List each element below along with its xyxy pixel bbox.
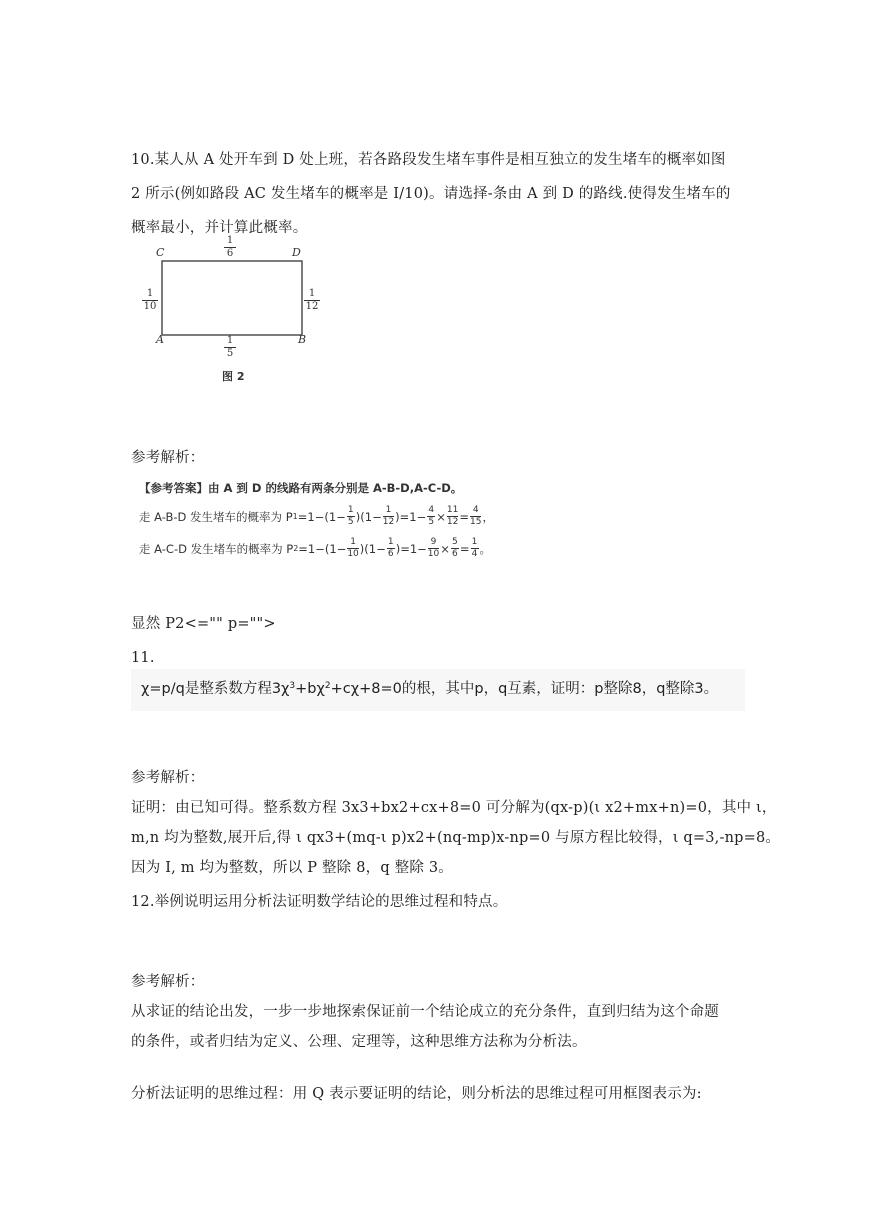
answer-line-2-text: 走 A-B-D 发生堵车的概率为 P — [139, 509, 293, 524]
eq-part-a: χ=p/q是整系数方程3χ — [141, 681, 290, 697]
segment-bd-probability — [302, 289, 322, 312]
answer-line-3-text: 走 A-C-D 发生堵车的概率为 P — [139, 541, 294, 556]
answer-line-2: 走 A-B-D 发生堵车的概率为 P 1 =1−(1− 1 5 )(1− 1 12 )=1− 4 5 × 11 12 = 4 15 ， — [139, 505, 494, 527]
p2-subscript: 2 — [293, 544, 299, 553]
ab-numerator: 1 — [226, 335, 234, 346]
segment-cd-probability — [222, 236, 238, 259]
segment-ab-probability — [222, 336, 238, 359]
q10-conclusion: 显然 P2<="" p=""> — [131, 616, 276, 632]
cd-denominator: 6 — [226, 248, 234, 259]
vertex-b-label: B — [298, 333, 307, 346]
q11-solution-line-2: m,n 均为整数,展开后,得 ι qx3+(mq-ι p)x2+(nq-mp)x-np=0 与原方程比较得，ι q=3,-np=8。 — [131, 830, 781, 846]
eq-part-c: +cχ+8=0的根，其中p，q互素，证明：p整除8，q整除3。 — [330, 681, 719, 697]
vertex-c-label: C — [156, 246, 165, 259]
eq-part-b: +bχ — [295, 681, 325, 697]
bd-denominator: 12 — [305, 301, 319, 312]
p1-subscript: 1 — [292, 512, 298, 521]
q12-title: 12.举例说明运用分析法证明数学结论的思维过程和特点。 — [131, 894, 508, 910]
q11-reference-label: 参考解析： — [131, 770, 205, 786]
q11-solution-line-3: 因为 I, m 均为整数，所以 P 整除 8，q 整除 3。 — [131, 860, 453, 876]
ac-numerator: 1 — [146, 288, 154, 299]
q10-line-2: 2 所示(例如路段 AC 发生堵车的概率是 I/10)。请选择-条由 A 到 D 的路线.使得发生堵车的 — [131, 186, 731, 202]
q12-reference-label: 参考解析： — [131, 974, 205, 990]
vertex-d-label: D — [292, 246, 301, 259]
q12-paragraph-1: 从求证的结论出发，一步一步地探索保证前一个结论成立的充分条件，直到归结为这个命题 — [131, 1004, 719, 1020]
segment-ac-probability — [140, 289, 160, 312]
q10-line-3: 概率最小，并计算此概率。 — [131, 220, 308, 236]
q11-equation-block — [131, 669, 745, 711]
answer-line-3: 走 A-C-D 发生堵车的概率为 P 2 =1−(1− 1 10 )(1− 1 6 )=1− 9 10 × 5 6 = 1 4 。 — [139, 537, 492, 559]
answer-line-1-text: 【参考答案】由 A 到 D 的线路有两条分别是 A-B-D,A-C-D。 — [139, 481, 463, 495]
q11-solution-line-1: 证明：由已知可得。整系数方程 3x3+bx2+cx+8=0 可分解为(qx-p)(ι x2+mx+n)=0，其中 ι， — [131, 800, 777, 816]
q10-answer-block — [135, 480, 555, 570]
ab-denominator: 5 — [226, 348, 234, 359]
q10-line-1: 10.某人从 A 处开车到 D 处上班，若各路段发生堵车事件是相互独立的发生堵车的概率如图 — [131, 152, 726, 168]
q12-paragraph-3: 分析法证明的思维过程：用 Q 表示要证明的结论，则分析法的思维过程可用框图表示为: — [131, 1086, 702, 1102]
eq-sup-1: 3 — [289, 681, 296, 691]
cd-numerator: 1 — [226, 235, 234, 246]
bd-numerator: 1 — [308, 288, 316, 299]
answer-line-1 — [139, 480, 462, 496]
road-network-figure — [130, 236, 330, 386]
ac-denominator: 10 — [143, 301, 157, 312]
figure-caption: 图 2 — [222, 370, 245, 383]
eq-sup-2: 2 — [324, 681, 331, 691]
vertex-a-label: A — [156, 333, 164, 346]
q10-reference-label: 参考解析： — [131, 450, 205, 466]
q11-number: 11. — [131, 650, 155, 666]
q11-equation — [141, 679, 718, 699]
q12-paragraph-2: 的条件，或者归结为定义、公理、定理等，这种思维方法称为分析法。 — [131, 1034, 587, 1050]
